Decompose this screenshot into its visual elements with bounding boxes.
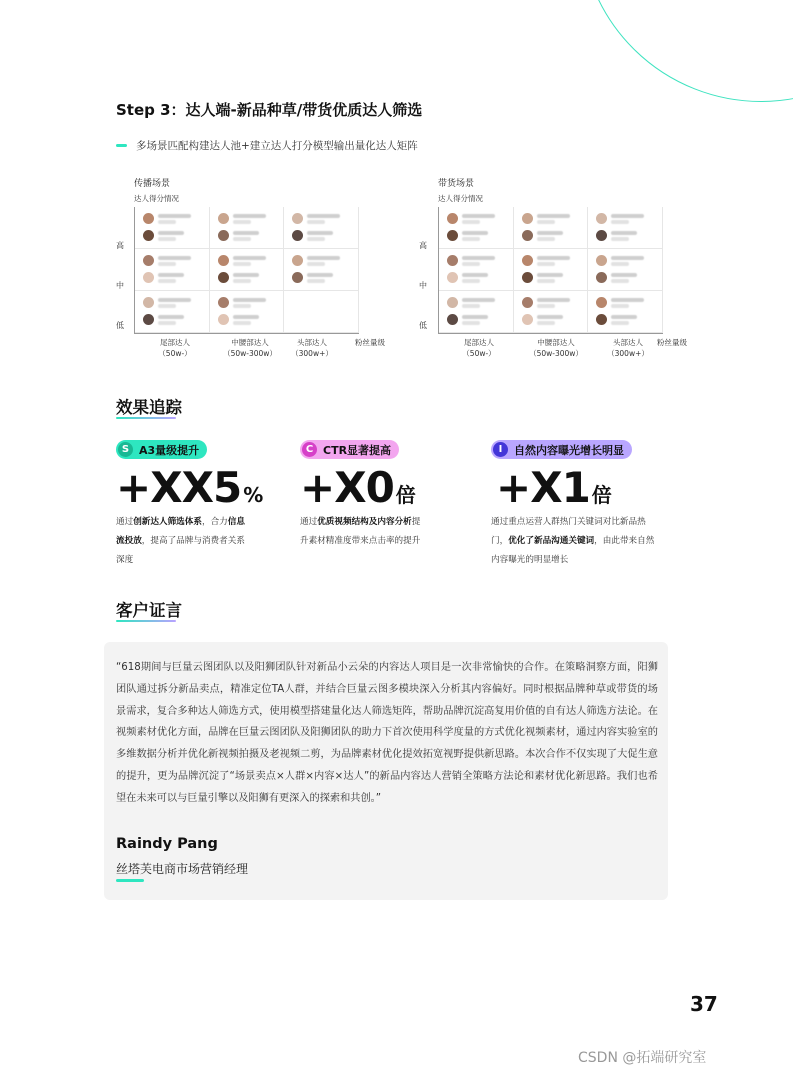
matrix-cell xyxy=(514,207,589,249)
avatar xyxy=(522,255,533,266)
avatar xyxy=(218,314,229,325)
stat-1-badge-label: A3量级提升 xyxy=(139,443,200,457)
blurred-meta xyxy=(611,321,629,325)
blurred-name xyxy=(611,231,637,235)
avatar xyxy=(447,314,458,325)
avatar xyxy=(447,213,458,224)
matrix-cell xyxy=(439,291,514,333)
blurred-meta xyxy=(537,279,555,283)
stat-1-unit: % xyxy=(243,483,263,507)
matrix-cell xyxy=(588,249,663,291)
blurred-name xyxy=(233,315,259,319)
avatar xyxy=(218,213,229,224)
matrix-cell xyxy=(588,291,663,333)
matrix-2-axis-label: 粉丝量级 xyxy=(657,338,687,347)
blurred-name xyxy=(233,298,266,302)
blurred-name xyxy=(158,256,191,260)
stat-3-badge-letter: I xyxy=(493,442,508,457)
avatar xyxy=(218,272,229,283)
bullet-dash xyxy=(116,144,127,147)
blurred-meta xyxy=(462,279,480,283)
avatar xyxy=(447,255,458,266)
matrix-cell xyxy=(588,207,663,249)
matrix-cell xyxy=(284,207,359,249)
stat-3-badge-label: 自然内容曝光增长明显 xyxy=(514,443,624,457)
avatar xyxy=(596,230,607,241)
stat-2-desc: 通过优质视频结构及内容分析提升素材精准度带来点击率的提升 xyxy=(300,517,421,546)
stat-3-unit: 倍 xyxy=(591,483,611,507)
matrix-1-title: 传播场景 xyxy=(134,179,171,189)
blurred-meta xyxy=(158,262,176,266)
blurred-name xyxy=(158,298,191,302)
subtitle-row xyxy=(116,138,418,153)
avatar xyxy=(292,255,303,266)
stat-2-unit: 倍 xyxy=(395,483,415,507)
person-name: Raindy Pang xyxy=(116,836,218,852)
page-number: 37 xyxy=(690,992,718,1016)
avatar xyxy=(218,255,229,266)
blurred-name xyxy=(537,231,563,235)
matrix-1-grid xyxy=(134,207,359,334)
blurred-meta xyxy=(233,321,251,325)
avatar xyxy=(447,297,458,308)
tracking-underline xyxy=(116,417,176,419)
avatar xyxy=(143,255,154,266)
blurred-meta xyxy=(537,220,555,224)
watermark: CSDN @拓端研究室 xyxy=(578,1050,707,1066)
blurred-name xyxy=(537,315,563,319)
blurred-name xyxy=(537,256,570,260)
step-title: Step 3：达人端-新品种草/带货优质达人筛选 xyxy=(116,101,423,119)
avatar xyxy=(218,230,229,241)
subtitle-text: 多场景匹配构建达人池+建立达人打分模型输出量化达人矩阵 xyxy=(136,140,418,152)
blurred-name xyxy=(462,273,488,277)
blurred-meta xyxy=(158,321,176,325)
stat-1-badge-letter: S xyxy=(118,442,133,457)
avatar xyxy=(596,297,607,308)
blurred-name xyxy=(307,256,340,260)
matrix-1-y-high: 高 xyxy=(116,241,124,250)
blurred-meta xyxy=(307,237,325,241)
avatar xyxy=(522,230,533,241)
blurred-meta xyxy=(462,237,480,241)
matrix-1-x-tail: 尾部达人 （50w-） xyxy=(158,338,192,358)
matrix-cell xyxy=(210,291,285,333)
blurred-name xyxy=(611,214,644,218)
stat-2-badge-letter: C xyxy=(302,442,317,457)
blurred-meta xyxy=(158,279,176,283)
matrix-2-title: 带货场景 xyxy=(438,179,475,189)
avatar xyxy=(143,230,154,241)
blurred-meta xyxy=(158,237,176,241)
blurred-name xyxy=(462,315,488,319)
blurred-meta xyxy=(537,304,555,308)
avatar xyxy=(522,314,533,325)
stat-3-badge xyxy=(491,440,632,459)
avatar xyxy=(143,314,154,325)
avatar xyxy=(596,255,607,266)
matrix-1-y-mid: 中 xyxy=(116,281,124,290)
stat-2-badge-label: CTR显著提高 xyxy=(323,443,392,457)
avatar xyxy=(292,213,303,224)
blurred-meta xyxy=(537,237,555,241)
matrix-cell xyxy=(210,207,285,249)
blurred-meta xyxy=(462,304,480,308)
testimonial-heading: 客户证言 xyxy=(116,601,182,620)
avatar xyxy=(596,272,607,283)
matrix-1-x-mid: 中腰部达人 （50w-300w） xyxy=(223,338,277,358)
matrix-1-y-low: 低 xyxy=(116,321,124,330)
blurred-name xyxy=(462,231,488,235)
avatar xyxy=(522,213,533,224)
stat-3-desc: 通过重点运营人群热门关键词对比新品热门，优化了新品沟通关键词，由此带来自然内容曝光的明显增长 xyxy=(491,517,655,565)
blurred-name xyxy=(233,214,266,218)
matrix-1-axis-label: 粉丝量级 xyxy=(355,338,385,347)
matrix-2-x-head: 头部达人 （300w+） xyxy=(607,338,649,358)
blurred-meta xyxy=(462,321,480,325)
matrix-cell xyxy=(135,291,210,333)
tracking-heading: 效果追踪 xyxy=(116,398,182,417)
quote-text: “618期间与巨量云图团队以及阳狮团队针对新品小云朵的内容达人项目是一次非常愉快的合作。在策略洞察方面，阳狮团队通过拆分新品卖点，精准定位TA人群，并结合巨量云图多模块深入分析其内容偏好。同时根据品牌种草或带货的场景需求，复合多种达人筛选方式，使用模型搭建量化达人筛选矩阵，帮助品牌沉淀高复用价值的自有达人筛选方法论。在视频素材优化方面，品牌在巨量云图团队及阳狮团队的助力下首次使用科学度量的方式优化视频素材，通过内容实验室的多维数据分析并优化新视频拍摄及老视频二剪，为品牌素材优化提效拓宽视野提供新思路。本次合作不仅实现了大促生意的提升，更为品牌沉淀了“场景卖点×人群×内容×达人”的新品内容达人营销全策略方法论和素材优化新思路。我们也希望在未来可以与巨量引擎以及阳狮有更深入的探索和共创。” xyxy=(116,662,658,804)
matrix-cell xyxy=(439,249,514,291)
avatar xyxy=(447,230,458,241)
avatar xyxy=(596,314,607,325)
matrix-2-y-mid: 中 xyxy=(419,281,427,290)
blurred-name xyxy=(611,273,637,277)
blurred-meta xyxy=(611,262,629,266)
blurred-meta xyxy=(462,220,480,224)
stat-2-value: +X0 倍 xyxy=(300,463,415,512)
matrix-2-subtitle: 达人得分情况 xyxy=(438,194,483,203)
matrix-cell xyxy=(284,249,359,291)
avatar xyxy=(218,297,229,308)
blurred-name xyxy=(158,315,184,319)
matrix-2-y-low: 低 xyxy=(419,321,427,330)
avatar xyxy=(292,230,303,241)
blurred-meta xyxy=(462,262,480,266)
blurred-name xyxy=(158,273,184,277)
matrix-cell xyxy=(514,291,589,333)
avatar xyxy=(522,297,533,308)
avatar xyxy=(143,297,154,308)
avatar xyxy=(292,272,303,283)
blurred-name xyxy=(307,214,340,218)
stat-3-value: +X1 倍 xyxy=(496,463,611,512)
blurred-meta xyxy=(611,304,629,308)
avatar xyxy=(447,272,458,283)
blurred-name xyxy=(233,231,259,235)
blurred-name xyxy=(462,256,495,260)
blurred-name xyxy=(537,298,570,302)
blurred-meta xyxy=(537,321,555,325)
blurred-meta xyxy=(611,279,629,283)
blurred-name xyxy=(611,256,644,260)
testimonial-underline xyxy=(116,620,176,622)
matrix-cell xyxy=(284,291,359,333)
decorative-arc xyxy=(580,0,793,102)
blurred-name xyxy=(307,273,333,277)
blurred-name xyxy=(158,214,191,218)
avatar xyxy=(143,272,154,283)
matrix-cell xyxy=(210,249,285,291)
avatar xyxy=(143,213,154,224)
blurred-meta xyxy=(233,279,251,283)
person-underline xyxy=(116,879,144,882)
blurred-name xyxy=(537,273,563,277)
blurred-name xyxy=(233,273,259,277)
avatar xyxy=(596,213,607,224)
blurred-name xyxy=(537,214,570,218)
avatar xyxy=(522,272,533,283)
blurred-name xyxy=(611,315,637,319)
blurred-meta xyxy=(233,304,251,308)
matrix-cell xyxy=(514,249,589,291)
blurred-name xyxy=(307,231,333,235)
matrix-cell xyxy=(135,207,210,249)
blurred-name xyxy=(462,298,495,302)
blurred-meta xyxy=(233,262,251,266)
blurred-meta xyxy=(307,279,325,283)
blurred-name xyxy=(158,231,184,235)
stat-1-desc: 通过创新达人筛选体系，合力信息流投放，提高了品牌与消费者关系深度 xyxy=(116,517,245,565)
blurred-meta xyxy=(158,220,176,224)
blurred-name xyxy=(233,256,266,260)
matrix-2-x-mid: 中腰部达人 （50w-300w） xyxy=(529,338,583,358)
blurred-meta xyxy=(611,237,629,241)
blurred-meta xyxy=(307,220,325,224)
blurred-name xyxy=(462,214,495,218)
person-role: 丝塔芙电商市场营销经理 xyxy=(116,862,249,876)
stat-1-badge xyxy=(116,440,207,459)
stat-2-badge xyxy=(300,440,399,459)
blurred-meta xyxy=(307,262,325,266)
matrix-cell xyxy=(439,207,514,249)
matrix-2-grid xyxy=(438,207,663,334)
matrix-1-subtitle: 达人得分情况 xyxy=(134,194,179,203)
blurred-meta xyxy=(537,262,555,266)
stat-1-value: +XX5 % xyxy=(116,463,263,512)
blurred-name xyxy=(611,298,644,302)
matrix-2-y-high: 高 xyxy=(419,241,427,250)
matrix-1-x-head: 头部达人 （300w+） xyxy=(291,338,333,358)
matrix-2-x-tail: 尾部达人 （50w-） xyxy=(462,338,496,358)
blurred-meta xyxy=(158,304,176,308)
blurred-meta xyxy=(611,220,629,224)
matrix-cell xyxy=(135,249,210,291)
blurred-meta xyxy=(233,220,251,224)
blurred-meta xyxy=(233,237,251,241)
